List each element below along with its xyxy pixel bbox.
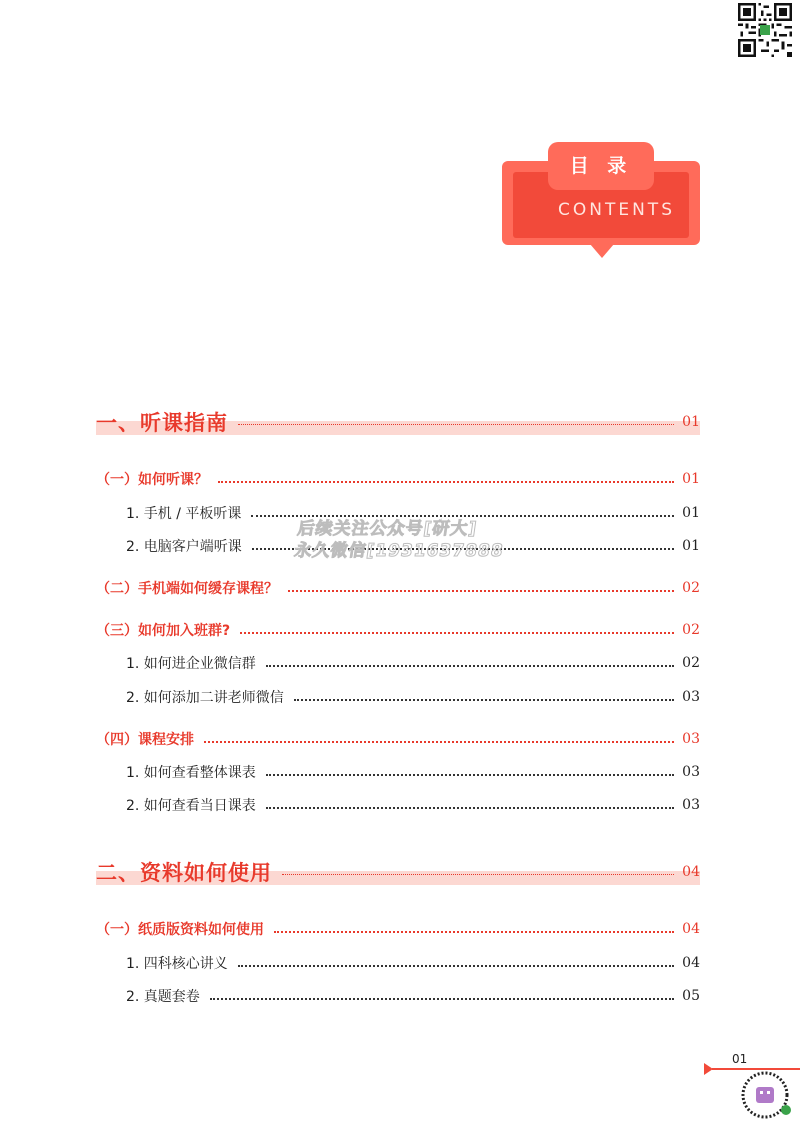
contents-title-cn: 目 录 xyxy=(548,142,654,190)
toc-page-number: 03 xyxy=(682,731,700,747)
toc-section[interactable] xyxy=(96,919,700,939)
toc-item[interactable] xyxy=(126,795,700,815)
toc-section-label: （一）纸质版资料如何使用 xyxy=(96,922,264,938)
toc-item-label: 1. 四科核心讲义 xyxy=(126,956,228,972)
contents-header xyxy=(502,142,700,260)
contents-title-en: CONTENTS xyxy=(558,200,675,220)
toc-section[interactable] xyxy=(96,620,700,640)
mini-program-code xyxy=(736,1070,794,1120)
toc-item-label: 1. 如何查看整体课表 xyxy=(126,765,256,781)
toc-page-number: 04 xyxy=(682,955,700,971)
toc-leader xyxy=(238,424,674,425)
toc-leader xyxy=(274,931,674,933)
toc-page-number: 01 xyxy=(682,471,700,487)
toc-leader xyxy=(266,665,674,667)
toc-leader xyxy=(288,590,674,592)
toc-page-number: 03 xyxy=(682,764,700,780)
toc-item-label: 1. 手机 / 平板听课 xyxy=(126,506,242,522)
toc-item-label: 2. 如何查看当日课表 xyxy=(126,798,256,814)
toc-chapter-2[interactable] xyxy=(96,855,700,889)
toc-chapter-1[interactable] xyxy=(96,405,700,439)
toc-page-number: 02 xyxy=(682,655,700,671)
toc-leader xyxy=(251,515,674,517)
toc-leader xyxy=(238,965,674,967)
toc-page-number: 02 xyxy=(682,580,700,596)
badge-pointer xyxy=(590,244,614,258)
toc-page-number: 05 xyxy=(682,988,700,1004)
toc-page-number: 04 xyxy=(682,921,700,937)
toc-item[interactable] xyxy=(126,687,700,707)
toc-section-label: （四）课程安排 xyxy=(96,732,194,748)
toc-leader xyxy=(266,807,674,809)
toc-item-label: 2. 真题套卷 xyxy=(126,989,200,1005)
toc-item-label: 2. 如何添加二讲老师微信 xyxy=(126,690,284,706)
toc-item-label: 1. 如何进企业微信群 xyxy=(126,656,256,672)
toc-leader xyxy=(210,998,674,1000)
toc-chapter-label: 一、听课指南 xyxy=(96,411,228,435)
toc-section-label: （一）如何听课？ xyxy=(96,472,208,488)
toc-item[interactable] xyxy=(126,986,700,1006)
toc-leader xyxy=(218,481,674,483)
toc-page-number: 03 xyxy=(682,689,700,705)
toc-chapter-label: 二、资料如何使用 xyxy=(96,861,272,885)
toc-item[interactable] xyxy=(126,653,700,673)
toc-page-number: 01 xyxy=(682,414,700,430)
toc-section[interactable] xyxy=(96,578,700,598)
toc-page-number: 02 xyxy=(682,622,700,638)
toc-item[interactable] xyxy=(126,762,700,782)
toc-page-number: 04 xyxy=(682,864,700,880)
watermark-text xyxy=(293,518,509,562)
toc-section-label: （三）如何加入班群? xyxy=(96,623,231,639)
toc-section-label: （二）手机端如何缓存课程？ xyxy=(96,581,278,597)
toc-leader xyxy=(204,741,674,743)
toc-leader xyxy=(294,699,674,701)
page-number: 01 xyxy=(732,1052,748,1066)
footer-arrow-icon xyxy=(704,1063,713,1075)
qr-code-top xyxy=(738,3,792,57)
toc-item[interactable] xyxy=(126,953,700,973)
toc-page-number: 01 xyxy=(682,538,700,554)
watermark-line-1: 后续关注公众号[研大] xyxy=(296,519,479,539)
footer-rule xyxy=(712,1068,800,1070)
toc-section[interactable] xyxy=(96,729,700,749)
toc-leader xyxy=(282,874,674,875)
toc-section[interactable] xyxy=(96,469,700,489)
toc-page-number: 01 xyxy=(682,505,700,521)
watermark-line-2: 永久微信[1931637888 xyxy=(293,541,505,561)
toc-leader xyxy=(240,632,674,634)
toc-page-number: 03 xyxy=(682,797,700,813)
toc-item-label: 2. 电脑客户端听课 xyxy=(126,539,242,555)
toc-leader xyxy=(266,774,674,776)
